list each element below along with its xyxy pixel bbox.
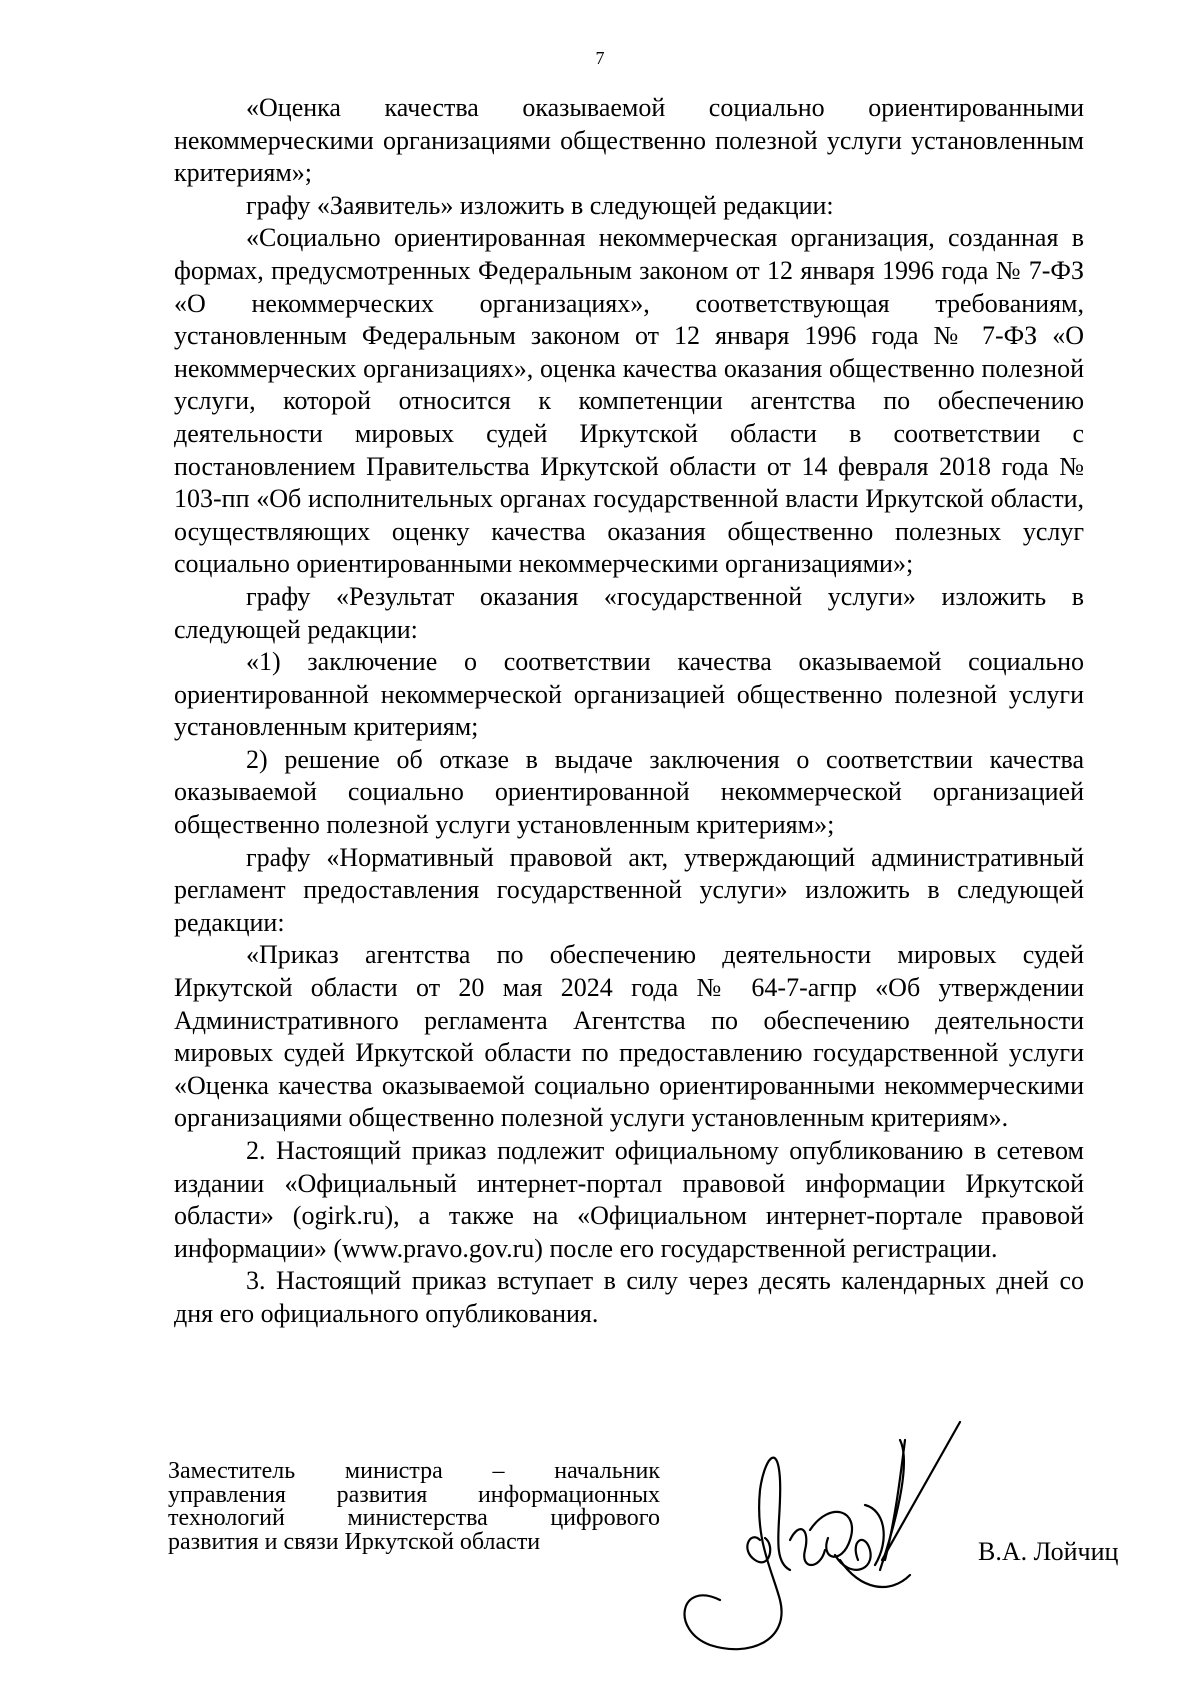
document-body (174, 92, 1084, 1331)
signatory-name: В.А. Лойчиц (978, 1537, 1119, 1566)
paragraph: «Оценка качества оказываемой социально ориентированными некоммерческими организациями общественно полезной услуги установленным критериям»; (174, 93, 1084, 188)
paragraph: «1) заключение о соответствии качества оказываемой социально ориентированной некоммерческой организацией общественно полезной услуги установленным критериям; (174, 647, 1084, 742)
paragraph: «Социально ориентированная некоммерческая организация, созданная в формах, предусмотренных Федеральным законом от 12 января 1996 года № 7-ФЗ «О некоммерческих организациях», соответствующая требованиям, установленным Федеральным законом от 12 января 1996 года № 7-ФЗ «О некоммерческих организациях», оценка качества оказания общественно полезной услуги, которой относится к компетенции агентства по обеспечению деятельности мировых судей Иркутской области в соответствии с постановлением Правительства Иркутской области от 14 февраля 2018 года № 103-пп «Об исполнительных органах государственной власти Иркутской области, осуществляющих оценку качества оказания общественно полезных услуг социально ориентированными некоммерческими организациями»; (174, 223, 1084, 579)
paragraph: 2) решение об отказе в выдаче заключения о соответствии качества оказываемой социально ориентированной некоммерческой организацией общественно полезной услуги установленным критериям»; (174, 744, 1084, 840)
paragraph: графу «Результат оказания «государственной услуги» изложить в следующей редакции: (174, 581, 1084, 644)
signatory-title-line: развития и связи Иркутской области (168, 1528, 541, 1555)
paragraph: графу «Заявитель» изложить в следующей редакции: (246, 190, 834, 220)
paragraph: «Приказ агентства по обеспечению деятельности мировых судей Иркутской области от 20 мая 2024 года № 64-7-агпр «Об утверждении Административного регламента Агентства по обеспечению деятельности мировых судей Иркутской области по предоставлению государственной услуги «Оценка качества оказываемой социально ориентированными некоммерческими организациями общественно полезной услуги установленным критериям». (174, 940, 1084, 1133)
paragraph: 2. Настоящий приказ подлежит официальному опубликованию в сетевом издании «Официальный интернет-портал правовой информации Иркутской области» (ogirk.ru), а также на «Официальном интернет-портале правовой информации» (www.pravo.gov.ru) после его государственной регистрации. (174, 1136, 1084, 1263)
paragraph: 3. Настоящий приказ вступает в силу через десять календарных дней со дня его официального опубликования. (174, 1266, 1084, 1328)
signatory-title-line: Заместитель министра – начальник (168, 1458, 660, 1484)
signatory-title (168, 1460, 660, 1554)
signatory-title-line: технологий министерства цифрового (168, 1505, 660, 1531)
paragraph: графу «Нормативный правовой акт, утверждающий административный регламент предоставления государственной услуги» изложить в следующей редакции: (174, 842, 1084, 937)
signatory-title-line: управления развития информационных (168, 1481, 660, 1508)
handwritten-signature (660, 1420, 970, 1660)
page-number: 7 (595, 48, 605, 68)
